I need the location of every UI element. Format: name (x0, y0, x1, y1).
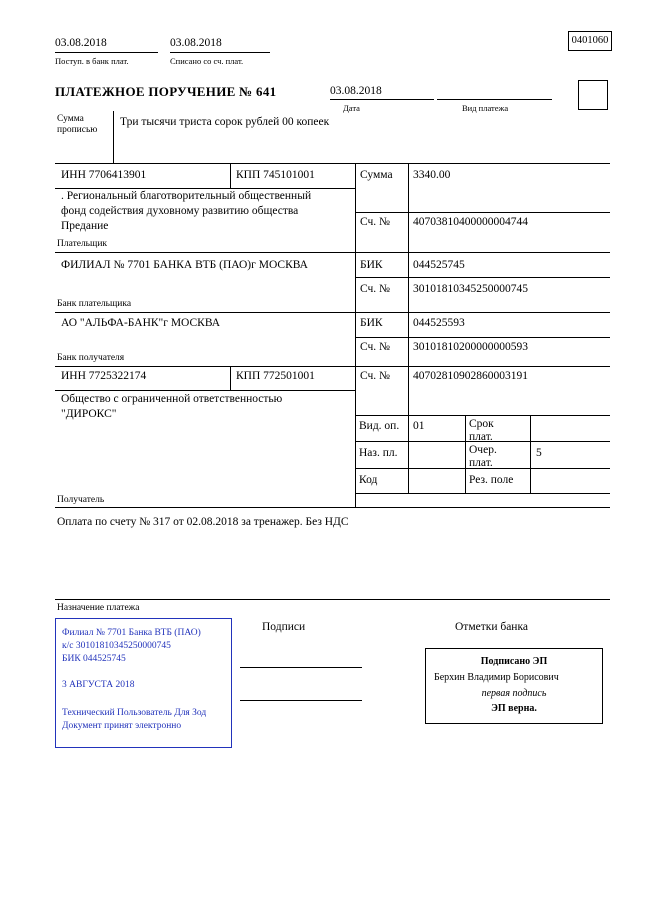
esign-title: Подписано ЭП (480, 656, 548, 667)
payer-name: . Региональный благотворительный общественный фонд содействия духовному развитию общества Предание (61, 190, 312, 232)
table-border (230, 366, 231, 390)
reserve-field-label: Рез. поле (469, 474, 514, 486)
received-date: 03.08.2018 (55, 37, 107, 49)
debited-date-underline (170, 52, 270, 53)
signatures-header: Подписи (262, 621, 306, 633)
payment-type-caption: Вид платежа (462, 103, 509, 113)
table-border (408, 163, 409, 493)
operation-type-label: Вид. оп. (359, 420, 400, 432)
amount-value: 3340.00 (413, 169, 451, 181)
payee-bank-bik: 044525593 (413, 317, 465, 329)
signature-line (240, 667, 362, 668)
payer-bank-account-label: Сч. № (360, 283, 391, 295)
amount-label: Сумма (360, 169, 393, 181)
document-date: 03.08.2018 (330, 85, 382, 97)
payment-designation-label: Наз. пл. (359, 447, 398, 459)
payer-bank-bik: 044525745 (413, 259, 465, 271)
table-border (355, 163, 356, 507)
table-border (355, 212, 610, 213)
operation-type-value: 01 (413, 420, 425, 432)
payer-bank-bik-label: БИК (360, 259, 383, 271)
payment-priority-label: Очер. плат. (469, 444, 497, 469)
table-border (355, 415, 610, 416)
amount-words-caption: Сумма прописью (57, 114, 98, 135)
divider-line (113, 111, 114, 163)
form-code-box (568, 31, 612, 51)
payee-name: Общество с ограниченной ответственностью "ДИРОКС" (61, 393, 283, 420)
stamp-line: к/с 30101810345250000745 (62, 641, 171, 651)
bank-marks-header: Отметки банка (455, 621, 528, 633)
code-label: Код (359, 474, 378, 486)
payer-inn: ИНН 7706413901 (61, 169, 147, 181)
table-border (465, 415, 466, 493)
stamp-line: Документ принят электронно (62, 721, 182, 731)
esign-signer-name: Берхин Владимир Борисович (434, 672, 559, 683)
table-border (55, 252, 610, 253)
esign-first-signature-note: первая подпись (481, 688, 547, 699)
signature-line (240, 700, 362, 701)
payment-term-label: Срок плат. (469, 418, 494, 443)
payment-type-box (578, 80, 608, 110)
payee-bank-account-label: Сч. № (360, 341, 391, 353)
payee-kpp: КПП 772501001 (236, 370, 315, 382)
esign-verified-text: ЭП верна. (491, 703, 537, 714)
received-date-underline (55, 52, 158, 53)
stamp-line: БИК 044525745 (62, 654, 126, 664)
payer-section-label: Плательщик (57, 239, 108, 249)
document-date-underline (330, 99, 434, 100)
table-border (55, 390, 355, 391)
payee-bank-section-label: Банк получателя (57, 353, 125, 363)
payer-account-label: Сч. № (360, 216, 391, 228)
debited-date-caption: Списано со сч. плат. (170, 56, 244, 66)
table-border (230, 163, 231, 188)
amount-words-value: Три тысячи триста сорок рублей 00 копеек (120, 116, 330, 128)
table-border (55, 507, 610, 508)
bank-stamp (55, 618, 232, 748)
payment-priority-value: 5 (536, 447, 542, 459)
payer-bank-section-label: Банк плательщика (57, 299, 132, 309)
payer-bank-name: ФИЛИАЛ № 7701 БАНКА ВТБ (ПАО)г МОСКВА (61, 259, 308, 271)
table-border (55, 366, 610, 367)
document-title: ПЛАТЕЖНОЕ ПОРУЧЕНИЕ № 641 (55, 84, 277, 99)
table-border (55, 312, 610, 313)
table-border (355, 337, 610, 338)
payment-purpose-text: Оплата по счету № 317 от 02.08.2018 за тренажер. Без НДС (57, 516, 349, 528)
payee-inn: ИНН 7725322174 (61, 370, 147, 382)
payer-kpp: КПП 745101001 (236, 169, 315, 181)
stamp-line: Филиал № 7701 Банка ВТБ (ПАО) (62, 628, 201, 638)
payee-bank-account: 30101810200000000593 (413, 341, 528, 353)
payee-bank-name: АО "АЛЬФА-БАНК"г МОСКВА (61, 317, 221, 329)
form-code: 0401060 (571, 35, 609, 46)
received-date-caption: Поступ. в банк плат. (55, 56, 129, 66)
document-date-caption: Дата (343, 103, 360, 113)
payer-bank-account: 30101810345250000745 (413, 283, 528, 295)
table-border (355, 493, 610, 494)
stamp-line: 3 АВГУСТА 2018 (62, 680, 135, 690)
payee-account: 40702810902860003191 (413, 370, 528, 382)
table-border (55, 163, 610, 164)
purpose-underline (55, 599, 610, 600)
payer-account: 40703810400000004744 (413, 216, 528, 228)
stamp-line: Технический Пользователь Для Зод (62, 708, 207, 718)
payee-bank-bik-label: БИК (360, 317, 383, 329)
payment-purpose-label: Назначение платежа (57, 603, 140, 613)
payee-section-label: Получатель (57, 495, 105, 505)
esign-box (425, 648, 603, 724)
table-border (530, 415, 531, 493)
debited-date: 03.08.2018 (170, 37, 222, 49)
payee-account-label: Сч. № (360, 370, 391, 382)
payment-type-underline (437, 99, 552, 100)
table-border (355, 277, 610, 278)
